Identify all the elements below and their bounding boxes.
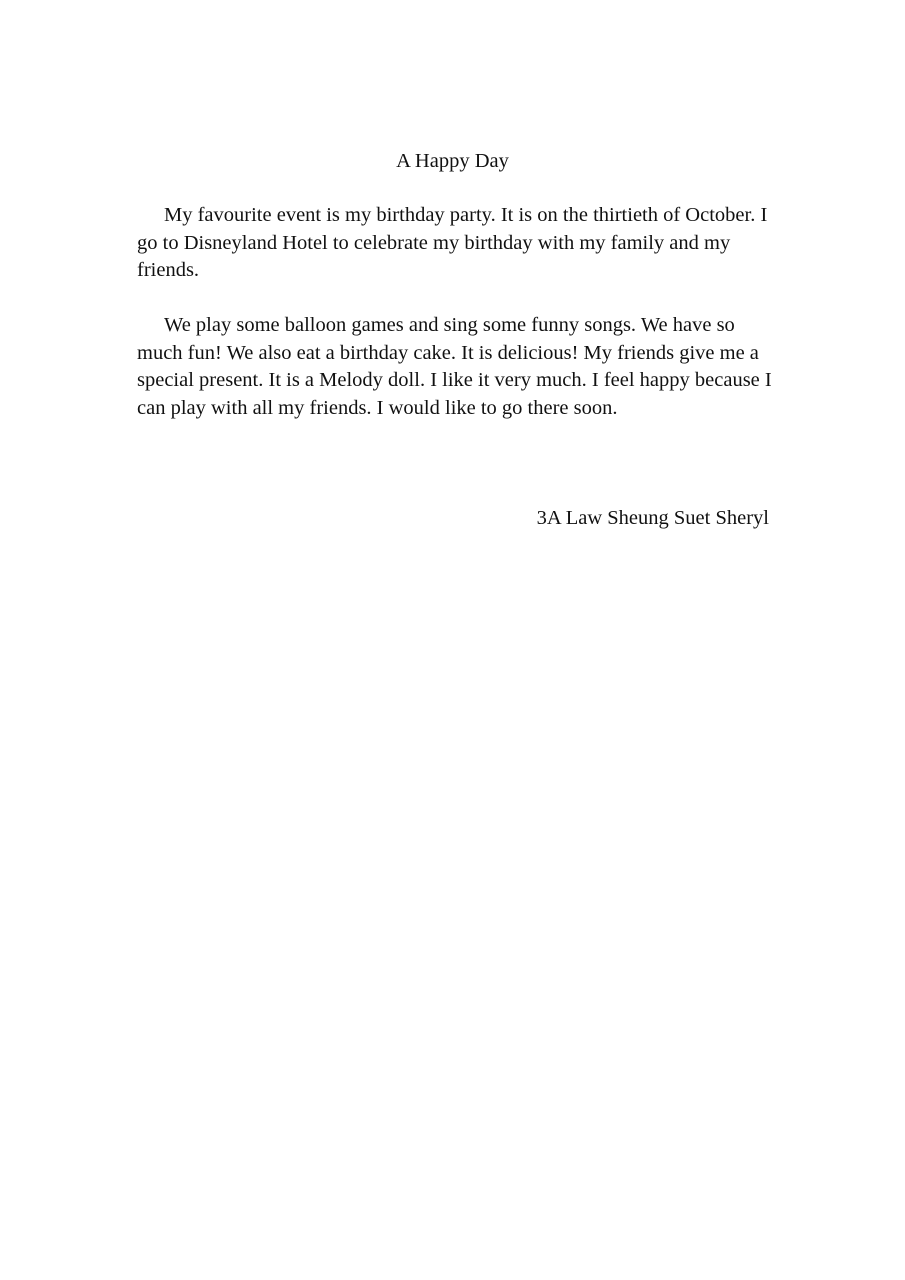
paragraph-1: My favourite event is my birthday party. It is on the thirtieth of October. I go to Disneyland Hotel to celebrate my birthday with my family and my friends. [137,204,768,281]
paragraph-2: We play some balloon games and sing some funny songs. We have so much fun! We also eat a birthday cake. It is delicious! My friends give me a special present. It is a Melody doll. I like it very much. I feel happy because I can play with all my friends. I would like to go there soon. [137,314,772,419]
author-signature: 3A Law Sheung Suet Sheryl [536,507,769,529]
document-title: A Happy Day [396,150,509,172]
